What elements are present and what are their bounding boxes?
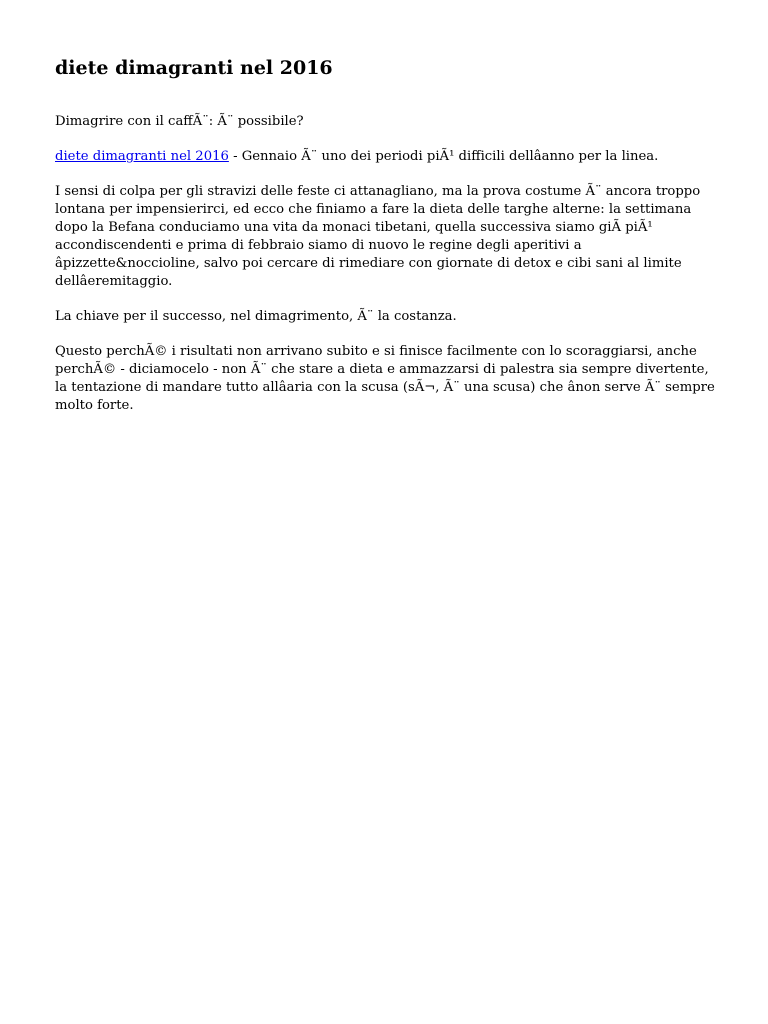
body-paragraph-1: I sensi di colpa per gli stravizi delle feste ci attanagliano, ma la prova costume Ã¨ ancora troppo lontana per impensierirci, ed ecco che finiamo a fare la dieta delle targhe alterne: la settimana dopo la Befana conduciamo una vita da monaci tibetani, quella successiva siamo giÃ piÃ¹ accondiscendenti e prima di febbraio siamo di nuovo le regine degli aperitivi a âpizzette&noccioline, salvo poi cercare di rimediare con giornate di detox e cibi sani al limite dellâeremitaggio.: [55, 184, 701, 289]
article-subtitle: Dimagrire con il caffÃ¨: Ã¨ possibile?: [55, 114, 304, 129]
page-title: diete dimagranti nel 2016: [55, 57, 333, 79]
body-paragraph-2: La chiave per il successo, nel dimagrimento, Ã¨ la costanza.: [55, 309, 457, 324]
intro-paragraph: [55, 148, 715, 166]
title-link[interactable]: diete dimagranti nel 2016: [55, 149, 229, 164]
intro-text: - Gennaio Ã¨ uno dei periodi piÃ¹ difficili dellâanno per la linea.: [228, 149, 659, 164]
body-paragraph-3: Questo perchÃ© i risultati non arrivano subito e si finisce facilmente con lo scoraggiarsi, anche perchÃ© - diciamocelo - non Ã¨ che stare a dieta e ammazzarsi di palestra sia sempre divertente, la tentazione di mandare tutto allâaria con la scusa (sÃ¬, Ã¨ una scusa) che ânon serve Ã¨ sempre molto forte.: [55, 344, 715, 413]
